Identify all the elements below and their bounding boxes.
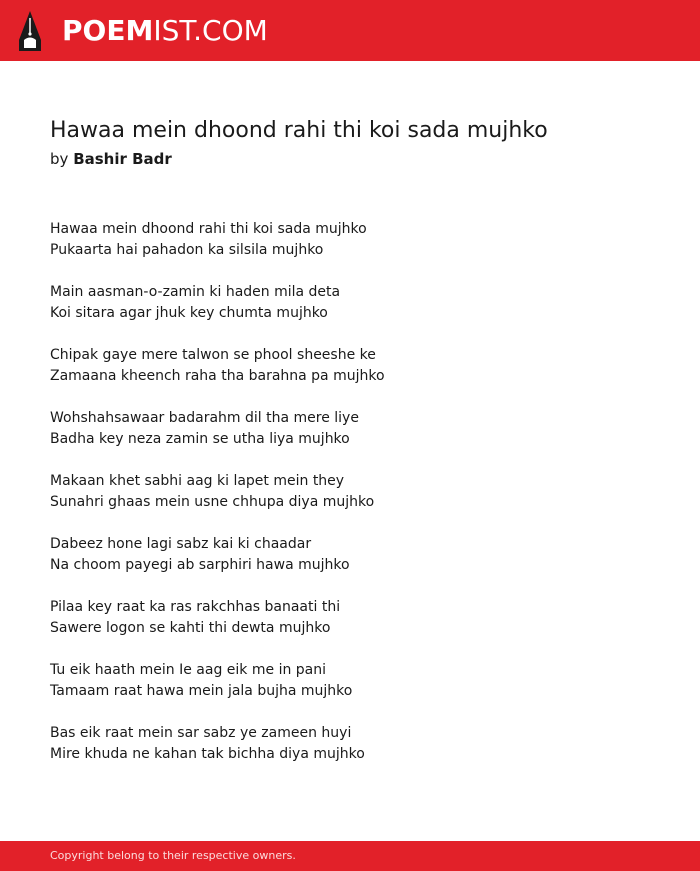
stanza <box>50 408 650 450</box>
poem-line: Tu eik haath mein Ie aag eik me in pani <box>50 662 327 678</box>
site-footer <box>0 841 700 871</box>
poem-line: Badha key neza zamin se utha liya mujhko <box>50 431 350 447</box>
poem-line: Koi sitara agar jhuk key chumta mujhko <box>50 305 328 321</box>
poem-line: Makaan khet sabhi aag ki lapet mein they <box>50 473 345 489</box>
poem-line: Sawere logon se kahti thi dewta mujhko <box>50 620 331 636</box>
site-logo[interactable] <box>62 13 268 49</box>
poem-line: Chipak gaye mere talwon se phool sheeshe ke <box>50 347 376 363</box>
stanza <box>50 660 650 702</box>
brand-rest: IST.COM <box>153 14 268 47</box>
stanza <box>50 723 650 765</box>
stanza <box>50 597 650 639</box>
poem-line: Pilaa key raat ka ras rakchhas banaati thi <box>50 599 341 615</box>
stanza <box>50 471 650 513</box>
poem-line: Wohshahsawaar badarahm dil tha mere liye <box>50 410 359 426</box>
copyright-notice: Copyright belong to their respective owners. <box>50 849 296 862</box>
poem-body <box>50 219 650 786</box>
byline <box>50 149 172 169</box>
site-header <box>0 0 700 61</box>
poem-line: Na choom payegi ab sarphiri hawa mujhko <box>50 557 350 573</box>
poem-line: Zamaana kheench raha tha barahna pa mujhko <box>50 368 385 384</box>
pen-nib-icon <box>18 10 42 52</box>
stanza <box>50 219 650 261</box>
poem-line: Sunahri ghaas mein usne chhupa diya mujhko <box>50 494 375 510</box>
poem-line: Hawaa mein dhoond rahi thi koi sada mujhko <box>50 221 367 237</box>
poem-line: Main aasman-o-zamin ki haden mila deta <box>50 284 341 300</box>
poem-line: Pukaarta hai pahadon ka silsila mujhko <box>50 242 324 258</box>
poem-line: Bas eik raat mein sar sabz ye zameen huyi <box>50 725 352 741</box>
stanza <box>50 534 650 576</box>
brand-bold: POEM <box>62 14 154 47</box>
author-name: Bashir Badr <box>73 150 172 168</box>
stanza <box>50 282 650 324</box>
poem-line: Mire khuda ne kahan tak bichha diya mujhko <box>50 746 365 762</box>
poem-line: Dabeez hone lagi sabz kai ki chaadar <box>50 536 312 552</box>
stanza <box>50 345 650 387</box>
by-label: by <box>50 150 69 168</box>
poem-title: Hawaa mein dhoond rahi thi koi sada mujhko <box>50 118 548 143</box>
poem-line: Tamaam raat hawa mein jala bujha mujhko <box>50 683 353 699</box>
